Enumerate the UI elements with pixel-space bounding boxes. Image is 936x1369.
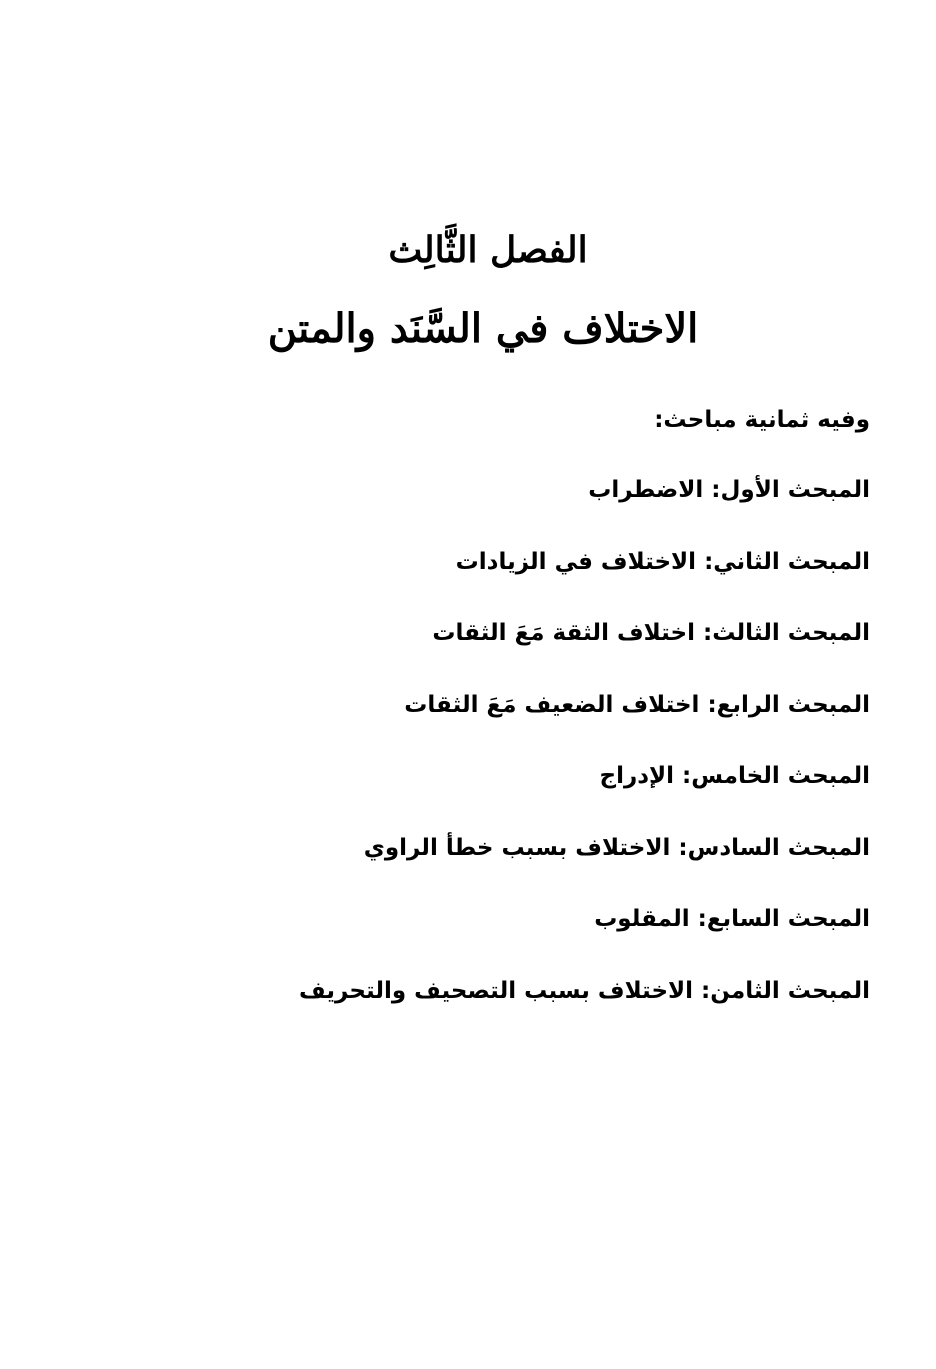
section-label: المبحث الثامن [710, 977, 870, 1004]
section-item-4 [250, 685, 870, 757]
section-label: المبحث السادس [687, 834, 870, 861]
section-label: المبحث الخامس [691, 763, 870, 789]
section-topic: المقلوب [594, 906, 690, 932]
section-item-2 [250, 542, 870, 614]
section-separator: : [674, 763, 692, 789]
section-item-3 [250, 613, 870, 685]
section-topic: الاختلاف بسبب التصحيف والتحريف [299, 977, 694, 1004]
section-separator: : [703, 477, 721, 503]
section-topic: اختلاف الثقة مَعَ الثقات [432, 620, 695, 646]
chapter-subtitle: الاختلاف في السَّنَد والمتن [267, 305, 699, 352]
section-item-8 [250, 971, 870, 1043]
table-of-contents [250, 400, 870, 1042]
section-item-7 [250, 899, 870, 971]
chapter-title: الفصل الثَّالِث [388, 229, 588, 271]
section-topic: الإدراج [599, 763, 675, 789]
section-separator: : [689, 906, 707, 932]
section-separator: : [694, 620, 713, 646]
section-label: المبحث السابع [706, 906, 870, 932]
section-topic: الاختلاف في الزيادات [455, 548, 697, 575]
section-topic: الاضطراب [588, 477, 704, 503]
contents-intro: وفيه ثمانية مباحث: [654, 407, 870, 433]
section-topic: اختلاف الضعيف مَعَ الثقات [404, 691, 700, 718]
section-item-1 [250, 470, 870, 542]
section-label: المبحث الرابع [716, 691, 870, 718]
section-label: المبحث الثالث [712, 620, 870, 646]
section-topic: الاختلاف بسبب خطأ الراوي [363, 834, 671, 861]
section-item-6 [250, 828, 870, 900]
section-label: المبحث الثاني [713, 548, 870, 575]
section-label: المبحث الأول [720, 477, 870, 503]
section-separator: : [696, 548, 714, 575]
section-item-5 [250, 756, 870, 828]
section-separator: : [699, 691, 717, 718]
section-list [250, 470, 870, 1042]
section-separator: : [693, 977, 711, 1004]
section-separator: : [670, 834, 688, 861]
